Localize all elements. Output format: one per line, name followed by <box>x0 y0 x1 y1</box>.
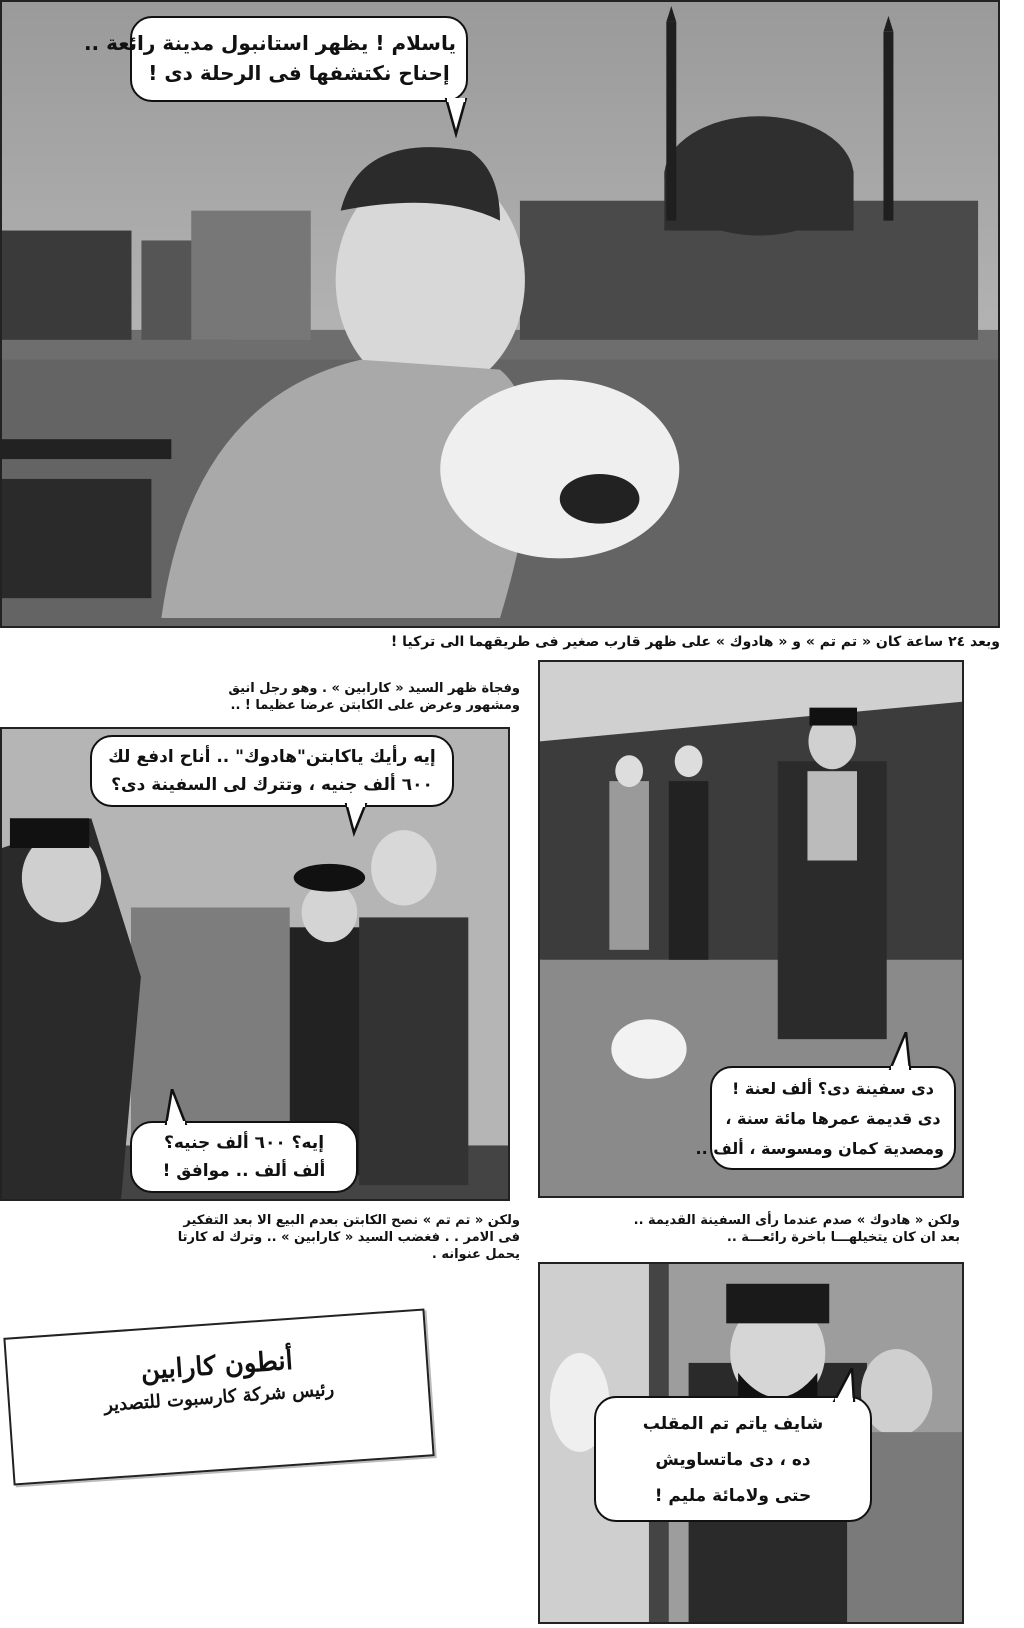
panel-2-caption-below <box>20 1212 520 1263</box>
speech-bubble-tail <box>162 1089 192 1125</box>
bubble-line: ومصدية كمان ومسوسة ، ألف .. <box>695 1139 944 1158</box>
bubble-line: ده ، دى ماتساويش <box>655 1450 811 1470</box>
bubble-line: حتى ولامائة مليم ! <box>654 1486 812 1506</box>
panel-2-photo <box>0 727 510 1201</box>
bubble-line: ياسلام ! يظهر استانبول مدينة رائعة .. <box>83 31 456 55</box>
card-name: أنطون كارابين <box>139 1345 294 1387</box>
bubble-line: إحناح نكتشفها فى الرحلة دى ! <box>148 61 450 85</box>
card-title: رئيس شركة كارسبوت للتصدير <box>103 1378 335 1417</box>
speech-bubble-tail <box>442 98 472 138</box>
speech-bubble-tail <box>886 1032 916 1070</box>
panel-1-photo <box>0 0 1000 628</box>
panel-1-caption <box>100 634 1000 651</box>
bubble-line: إيه رأيك ياكابتن"هادوك" .. أناح ادفع لك <box>108 747 436 767</box>
panel-2-speech-bubble-top <box>90 735 454 807</box>
bubble-line: دى سفينة دى؟ ألف لعنة ! <box>731 1079 934 1098</box>
panel-3-speech-bubble <box>695 1066 956 1170</box>
caption-line: ولكن « تم تم » نصح الكابتن بعدم البيع الا بعد التفكير <box>183 1213 520 1228</box>
caption-line: فى الامر . . فغضب السيد « كارابين » .. وترك له كارتا <box>177 1230 520 1245</box>
speech-bubble-tail <box>830 1368 860 1402</box>
caption-line: ومشهور وعرض على الكابتن عرضا عظيما ! .. <box>230 698 520 713</box>
bubble-line: ٦٠٠ ألف جنيه ، وتترك لى السفينة دى؟ <box>111 775 433 795</box>
speech-bubble-tail <box>342 803 372 837</box>
caption-line: يحمل عنوانه . <box>431 1247 520 1262</box>
panel-4-photo <box>538 1262 964 1624</box>
panel-2-speech-bubble-bottom <box>130 1121 358 1193</box>
panel-3-photo <box>538 660 964 1198</box>
business-card <box>3 1308 434 1485</box>
bubble-line: ألف ألف .. موافق ! <box>162 1161 326 1181</box>
panel-1-speech-bubble <box>83 16 468 102</box>
panel-2-caption-above <box>140 680 520 714</box>
caption-line: وفجاة ظهر السيد « كارابين » . وهو رجل انيق <box>228 681 520 696</box>
caption-line: بعد ان كان يتخيلهـــا باخرة رائعـــة .. <box>726 1230 960 1245</box>
bubble-line: دى قديمة عمرها مائة سنة ، <box>725 1109 941 1128</box>
bubble-line: شايف ياتم تم المقلب <box>642 1414 824 1434</box>
caption-line: وبعد ٢٤ ساعة كان « تم تم » و « هادوك » على ظهر قارب صغير فى طريقهما الى تركيا ! <box>390 634 1000 650</box>
caption-line: ولكن « هادوك » صدم عندما رأى السفينة القديمة .. <box>633 1213 960 1228</box>
panel-3-caption-below <box>540 1212 960 1246</box>
panel-4-speech-bubble <box>594 1396 872 1522</box>
bubble-line: إيه؟ ٦٠٠ ألف جنيه؟ <box>163 1133 325 1153</box>
